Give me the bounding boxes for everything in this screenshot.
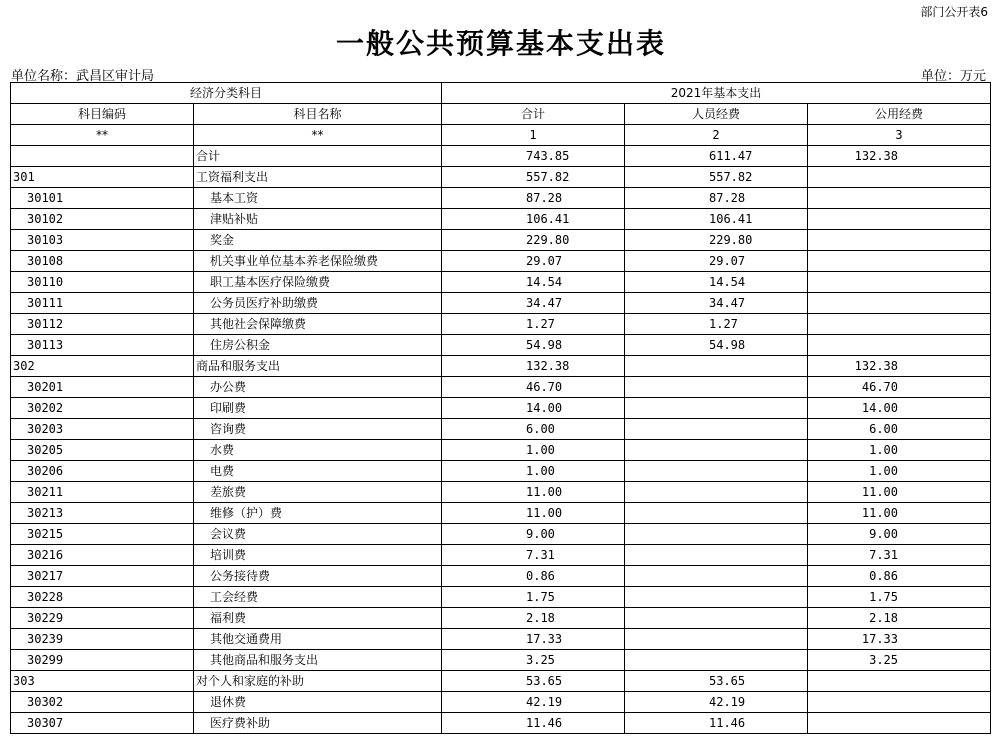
public-cost-cell — [808, 167, 991, 188]
subject-name-cell: 基本工资 — [194, 188, 442, 209]
table-row — [11, 251, 991, 272]
personnel-cost-cell — [625, 587, 808, 608]
public-cost-cell — [808, 692, 991, 713]
personnel-cost-cell: 611.47 — [625, 146, 808, 167]
total-cell: 1.00 — [442, 461, 625, 482]
table-row — [11, 146, 991, 167]
subject-name-cell: 维修（护）费 — [194, 503, 442, 524]
table-row — [11, 398, 991, 419]
personnel-cost-cell — [625, 440, 808, 461]
subject-code-cell: 30211 — [11, 482, 194, 503]
total-cell: 11.00 — [442, 482, 625, 503]
total-cell: 1.00 — [442, 440, 625, 461]
subject-code-cell: 301 — [11, 167, 194, 188]
subject-name-cell: 办公费 — [194, 377, 442, 398]
table-row — [11, 188, 991, 209]
unit-name-label: 单位名称：武昌区审计局 — [11, 69, 155, 84]
subject-name-cell: 其他社会保障缴费 — [194, 314, 442, 335]
personnel-cost-cell: 11.46 — [625, 713, 808, 734]
table-row — [11, 524, 991, 545]
subject-name-cell: 会议费 — [194, 524, 442, 545]
subject-code-cell: 30206 — [11, 461, 194, 482]
total-cell: 14.54 — [442, 272, 625, 293]
public-cost-cell: 46.70 — [808, 377, 991, 398]
total-cell: 557.82 — [442, 167, 625, 188]
table-row — [11, 377, 991, 398]
index-name: ** — [194, 125, 442, 146]
personnel-cost-cell — [625, 377, 808, 398]
total-cell: 17.33 — [442, 629, 625, 650]
personnel-cost-cell: 14.54 — [625, 272, 808, 293]
public-cost-cell — [808, 209, 991, 230]
public-cost-cell: 7.31 — [808, 545, 991, 566]
personnel-cost-cell: 54.98 — [625, 335, 808, 356]
total-cell: 132.38 — [442, 356, 625, 377]
public-cost-cell: 11.00 — [808, 482, 991, 503]
subject-code-cell: 30229 — [11, 608, 194, 629]
subject-name-cell: 退休费 — [194, 692, 442, 713]
page-title: 一般公共预算基本支出表 — [335, 27, 666, 60]
public-cost-cell: 17.33 — [808, 629, 991, 650]
index-personnel: 2 — [625, 125, 808, 146]
total-cell: 9.00 — [442, 524, 625, 545]
personnel-cost-cell — [625, 419, 808, 440]
total-cell: 14.00 — [442, 398, 625, 419]
subject-name-cell: 医疗费补助 — [194, 713, 442, 734]
subject-code-cell: 30110 — [11, 272, 194, 293]
personnel-cost-cell — [625, 545, 808, 566]
personnel-cost-cell: 229.80 — [625, 230, 808, 251]
public-cost-cell: 11.00 — [808, 503, 991, 524]
personnel-cost-cell: 106.41 — [625, 209, 808, 230]
personnel-cost-cell — [625, 356, 808, 377]
public-cost-cell — [808, 272, 991, 293]
subject-name-cell: 商品和服务支出 — [194, 356, 442, 377]
total-cell: 34.47 — [442, 293, 625, 314]
subject-code-cell: 30217 — [11, 566, 194, 587]
table-row — [11, 272, 991, 293]
personnel-cost-cell: 42.19 — [625, 692, 808, 713]
subject-name-cell: 机关事业单位基本养老保险缴费 — [194, 251, 442, 272]
personnel-cost-cell — [625, 398, 808, 419]
subject-code-cell: 30103 — [11, 230, 194, 251]
subject-name-cell: 对个人和家庭的补助 — [194, 671, 442, 692]
table-row — [11, 356, 991, 377]
subject-code-cell: 30239 — [11, 629, 194, 650]
subject-name-cell: 奖金 — [194, 230, 442, 251]
public-cost-cell — [808, 293, 991, 314]
public-cost-cell: 1.00 — [808, 440, 991, 461]
table-row — [11, 503, 991, 524]
subject-code-cell: 302 — [11, 356, 194, 377]
table-row — [11, 608, 991, 629]
public-cost-cell — [808, 335, 991, 356]
public-cost-cell: 1.00 — [808, 461, 991, 482]
subject-code-cell: 30203 — [11, 419, 194, 440]
personnel-cost-cell — [625, 629, 808, 650]
header-subject-code: 科目编码 — [11, 104, 194, 125]
subject-name-cell: 合计 — [194, 146, 442, 167]
personnel-cost-cell — [625, 524, 808, 545]
table-row — [11, 440, 991, 461]
subject-name-cell: 公务接待费 — [194, 566, 442, 587]
total-cell: 87.28 — [442, 188, 625, 209]
subject-name-cell: 公务员医疗补助缴费 — [194, 293, 442, 314]
table-row — [11, 650, 991, 671]
table-row — [11, 629, 991, 650]
subject-name-cell: 福利费 — [194, 608, 442, 629]
subject-code-cell: 30113 — [11, 335, 194, 356]
table-row — [11, 314, 991, 335]
public-cost-cell: 6.00 — [808, 419, 991, 440]
subject-name-cell: 工会经费 — [194, 587, 442, 608]
table-row — [11, 167, 991, 188]
header-basic-expenditure: 2021年基本支出 — [442, 83, 991, 104]
personnel-cost-cell — [625, 608, 808, 629]
table-row — [11, 209, 991, 230]
total-cell: 106.41 — [442, 209, 625, 230]
subject-code-cell: 30202 — [11, 398, 194, 419]
personnel-cost-cell — [625, 650, 808, 671]
subject-name-cell: 住房公积金 — [194, 335, 442, 356]
header-index-row — [11, 125, 991, 146]
subject-name-cell: 其他商品和服务支出 — [194, 650, 442, 671]
table-row — [11, 293, 991, 314]
subject-name-cell: 水费 — [194, 440, 442, 461]
personnel-cost-cell: 29.07 — [625, 251, 808, 272]
personnel-cost-cell: 34.47 — [625, 293, 808, 314]
total-cell: 743.85 — [442, 146, 625, 167]
total-cell: 229.80 — [442, 230, 625, 251]
subject-name-cell: 培训费 — [194, 545, 442, 566]
subject-name-cell: 津贴补贴 — [194, 209, 442, 230]
total-cell: 46.70 — [442, 377, 625, 398]
public-cost-cell: 132.38 — [808, 146, 991, 167]
subject-code-cell: 30102 — [11, 209, 194, 230]
public-cost-cell — [808, 251, 991, 272]
total-cell: 6.00 — [442, 419, 625, 440]
personnel-cost-cell: 53.65 — [625, 671, 808, 692]
document-number: 部门公开表6 — [920, 5, 988, 19]
public-cost-cell — [808, 188, 991, 209]
table-row — [11, 335, 991, 356]
table-row — [11, 419, 991, 440]
total-cell: 11.00 — [442, 503, 625, 524]
personnel-cost-cell: 557.82 — [625, 167, 808, 188]
public-cost-cell: 132.38 — [808, 356, 991, 377]
public-cost-cell — [808, 314, 991, 335]
total-cell: 3.25 — [442, 650, 625, 671]
public-cost-cell — [808, 671, 991, 692]
header-subject-name: 科目名称 — [194, 104, 442, 125]
index-public: 3 — [808, 125, 991, 146]
table-row — [11, 566, 991, 587]
personnel-cost-cell — [625, 503, 808, 524]
index-code: ** — [11, 125, 194, 146]
subject-code-cell: 30299 — [11, 650, 194, 671]
table-row — [11, 461, 991, 482]
subject-code-cell: 30205 — [11, 440, 194, 461]
header-total: 合计 — [442, 104, 625, 125]
public-cost-cell: 9.00 — [808, 524, 991, 545]
public-cost-cell: 3.25 — [808, 650, 991, 671]
personnel-cost-cell: 1.27 — [625, 314, 808, 335]
subject-code-cell: 30216 — [11, 545, 194, 566]
total-cell: 1.27 — [442, 314, 625, 335]
public-cost-cell: 14.00 — [808, 398, 991, 419]
total-cell: 0.86 — [442, 566, 625, 587]
subject-code-cell: 303 — [11, 671, 194, 692]
public-cost-cell: 2.18 — [808, 608, 991, 629]
subject-code-cell: 30228 — [11, 587, 194, 608]
subject-code-cell: 30201 — [11, 377, 194, 398]
public-cost-cell — [808, 713, 991, 734]
header-economic-classification: 经济分类科目 — [11, 83, 442, 104]
subject-code-cell: 30108 — [11, 251, 194, 272]
public-cost-cell: 1.75 — [808, 587, 991, 608]
subject-code-cell: 30213 — [11, 503, 194, 524]
header-personnel-cost: 人员经费 — [625, 104, 808, 125]
table-row — [11, 230, 991, 251]
subject-code-cell: 30302 — [11, 692, 194, 713]
personnel-cost-cell — [625, 566, 808, 587]
total-cell: 29.07 — [442, 251, 625, 272]
total-cell: 7.31 — [442, 545, 625, 566]
public-cost-cell: 0.86 — [808, 566, 991, 587]
subject-name-cell: 工资福利支出 — [194, 167, 442, 188]
subject-name-cell: 其他交通费用 — [194, 629, 442, 650]
subject-code-cell: 30111 — [11, 293, 194, 314]
subject-name-cell: 电费 — [194, 461, 442, 482]
table-row — [11, 713, 991, 734]
subject-code-cell: 30307 — [11, 713, 194, 734]
subject-code-cell: 30112 — [11, 314, 194, 335]
header-column-row — [11, 104, 991, 125]
currency-unit-label: 单位：万元 — [920, 69, 986, 84]
table-row — [11, 587, 991, 608]
header-group-row — [11, 83, 991, 104]
budget-table — [10, 82, 991, 734]
header-public-cost: 公用经费 — [808, 104, 991, 125]
public-cost-cell — [808, 230, 991, 251]
table-row — [11, 545, 991, 566]
personnel-cost-cell — [625, 461, 808, 482]
total-cell: 53.65 — [442, 671, 625, 692]
total-cell: 2.18 — [442, 608, 625, 629]
index-total: 1 — [442, 125, 625, 146]
table-row — [11, 482, 991, 503]
table-row — [11, 671, 991, 692]
subject-code-cell — [11, 146, 194, 167]
personnel-cost-cell — [625, 482, 808, 503]
subject-code-cell: 30215 — [11, 524, 194, 545]
total-cell: 42.19 — [442, 692, 625, 713]
personnel-cost-cell: 87.28 — [625, 188, 808, 209]
subject-name-cell: 印刷费 — [194, 398, 442, 419]
subject-code-cell: 30101 — [11, 188, 194, 209]
total-cell: 54.98 — [442, 335, 625, 356]
subject-name-cell: 职工基本医疗保险缴费 — [194, 272, 442, 293]
total-cell: 1.75 — [442, 587, 625, 608]
subject-name-cell: 差旅费 — [194, 482, 442, 503]
subject-name-cell: 咨询费 — [194, 419, 442, 440]
table-row — [11, 692, 991, 713]
total-cell: 11.46 — [442, 713, 625, 734]
